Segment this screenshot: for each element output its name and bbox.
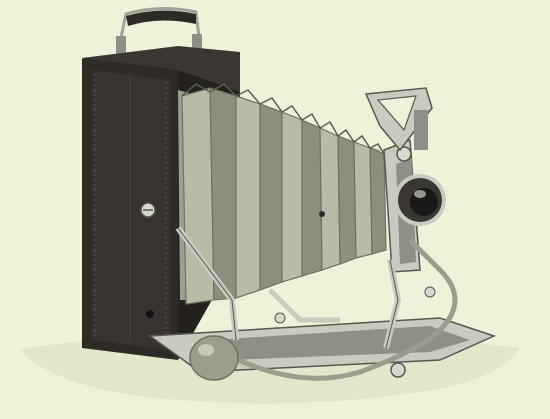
lens-standard [384, 140, 444, 272]
rubber-bulb [190, 336, 238, 380]
viewfinder [366, 88, 432, 150]
